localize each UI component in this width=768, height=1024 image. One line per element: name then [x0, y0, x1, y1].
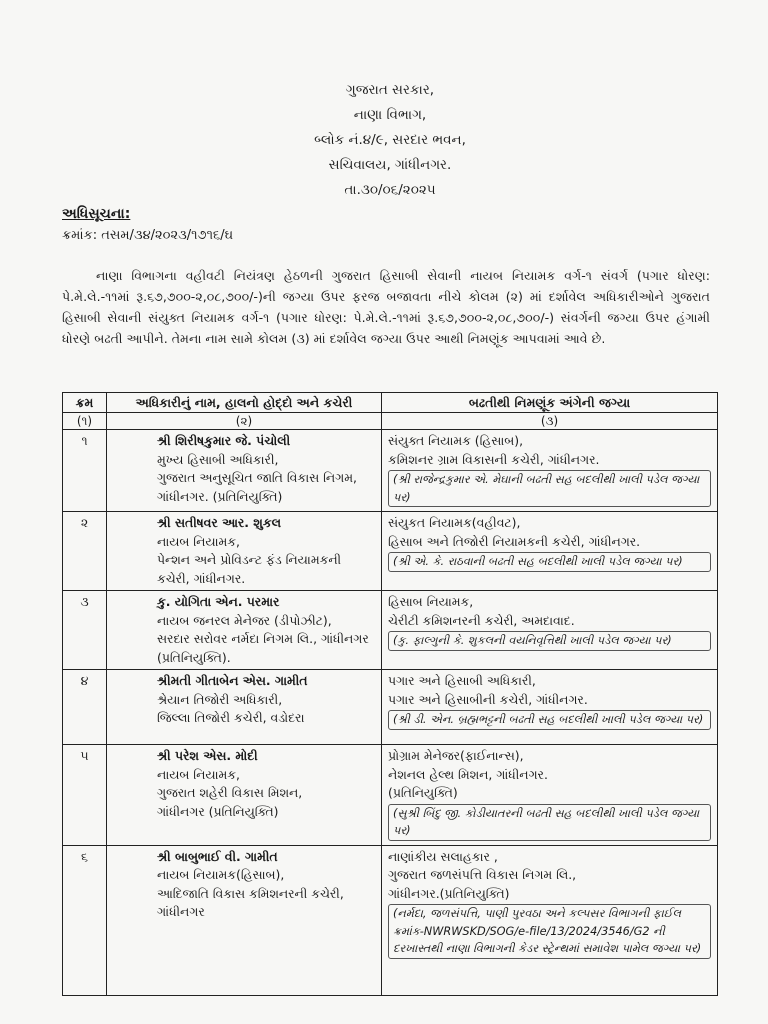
intro-paragraph: નાણા વિભાગના વહીવટી નિયંત્રણ હેઠળની ગુજરાત હિસાબી સેવાની નાયબ નિયામક વર્ગ-૧ સંવર્ગ (પગાર ધોરણ: પે.મે.લે.-૧૧માં રૂ.૬૭,૭૦૦-૨,૦૮,૭૦૦/-)ની જગ્યા ઉપર ફરજ બજાવતા નીચે કોલમ (૨) માં દર્શાવેલ અધિકારીઓને ગુજરાત હિસાબી સેવાની સંયુક્ત નિયામક વર્ગ-૧ (પગાર ધોરણ: પે.મે.લે.-૧૧માં રૂ.૬૭,૭૦૦-૨,૦૮,૭૦૦/-) સંવર્ગની જગ્યા ઉપર હંગામી ધોરણે બઢતી આપીને. તેમના નામ સામે કોલમ (૩) માં દર્શાવેલ જગ્યા ઉપર આથી નિમણૂંક આપવામાં આવે છે.	[62, 268, 710, 346]
officer-name: શ્રી બાબુભાઈ વી. ગામીત	[157, 848, 278, 864]
appointment-table	[62, 392, 718, 996]
office-address-header	[240, 78, 540, 203]
officer-name: કુ. યોગિતા એન. પરમાર	[157, 594, 280, 609]
table-row	[63, 512, 718, 591]
officer-office: જિલ્લા તિજોરી કચેરી, વડોદરા	[157, 710, 305, 725]
vacancy-note: (શ્રી રાજેન્દ્રકુમાર એ. મેઘાની બઢતી સહ બદલીથી ખાલી પડેલ જગ્યા પર)	[388, 470, 711, 507]
post-cell	[382, 591, 718, 670]
table-row	[63, 670, 718, 745]
vacancy-note: (કુ. ફાલ્ગુની કે. શુકલની વયનિવૃત્તિથી ખાલી પડેલ જગ્યા પર)	[388, 631, 711, 651]
block-address: બ્લોક નં.૪/૯, સરદાર ભવન,	[314, 132, 466, 148]
post-office: ચેરીટી કમિશનરની કચેરી, અમદાવાદ.	[388, 612, 575, 628]
table-row	[63, 845, 718, 995]
post-deputation: ગાંધીનગર.(પ્રતિનિયુક્તિ)	[388, 885, 510, 901]
post-deputation: (પ્રતિનિયુક્તિ)	[388, 785, 458, 800]
serial-number: ૨	[63, 512, 107, 591]
column-number-2: (૨)	[107, 413, 382, 430]
officer-designation: શ્રેયાન તિજોરી અધિકારી,	[157, 691, 283, 707]
officer-office: પેન્શન અને પ્રોવિડન્ટ ફંડ નિયામકની	[157, 552, 342, 567]
officer-office-location: ગાંધીનગર (પ્રતિનિયુક્તિ)	[157, 803, 279, 819]
post-title: સંયુકત નિયામક(વહીવટ),	[388, 515, 521, 530]
post-cell	[382, 430, 718, 512]
post-cell	[382, 512, 718, 591]
vacancy-note: (શ્રી એ. કે. રાઠવાની બઢતી સહ બદલીથી ખાલી પડેલ જગ્યા પર)	[388, 552, 711, 572]
column-number-3: (૩)	[382, 413, 718, 430]
officer-office: સરદાર સરોવર નર્મદા નિગમ લિ., ગાંધીનગર	[157, 631, 369, 646]
officer-cell	[107, 430, 382, 512]
table-row	[63, 430, 718, 512]
serial-number: ૩	[63, 591, 107, 670]
order-number: ક્રમાંક: તસમ/૩૪/૨૦૨૩/૧૭૧૬/ઘ	[62, 228, 234, 243]
officer-office-location: ગાંધીનગર. (પ્રતિનિયુક્તિ)	[157, 488, 283, 504]
officer-cell	[107, 512, 382, 591]
table-row	[63, 591, 718, 670]
officer-office: આદિજાતિ વિકાસ કમિશનરની કચેરી,	[157, 885, 344, 901]
post-title: સંયુક્ત નિયામક (હિસાબ),	[388, 433, 524, 448]
post-cell	[382, 745, 718, 846]
secretariat-location: સચિવાલય, ગાંધીનગર.	[328, 157, 452, 173]
post-office: હિસાબ અને તિજોરી નિયામકની કચેરી, ગાંધીનગર.	[388, 533, 641, 549]
post-cell	[382, 845, 718, 995]
officer-office: ગુજરાત શહેરી વિકાસ મિશન,	[157, 785, 303, 800]
column-number-1: (૧)	[63, 413, 107, 430]
officer-name: શ્રી સતીષવર આર. શુકલ	[157, 515, 281, 530]
post-cell	[382, 670, 718, 745]
post-office: કમિશનર ગ્રામ વિકાસની કચેરી, ગાંધીનગર.	[388, 451, 600, 467]
header-officer: અધિકારીનું નામ, હાલનો હોદ્દો અને કચેરી	[107, 393, 382, 413]
officer-cell	[107, 845, 382, 995]
officer-office-location: ગાંધીનગર	[157, 904, 205, 919]
post-title: નાણાંકીય સલાહકાર ,	[388, 848, 498, 864]
serial-number: ૧	[63, 430, 107, 512]
serial-number: ૪	[63, 670, 107, 745]
column-number-row	[63, 413, 718, 430]
officer-designation: નાયબ જનરલ મેનેજર (ડીપોઝીટ),	[157, 612, 332, 628]
officer-designation: નાયબ નિયામક(હિસાબ),	[157, 867, 285, 882]
notification-label: અધિસૂચના:	[62, 206, 131, 222]
officer-designation: નાયબ નિયામક,	[157, 533, 240, 549]
post-office: પગાર અને હિસાબીની કચેરી, ગાંધીનગર.	[388, 691, 588, 707]
post-office: ગુજરાત જળસંપત્તિ વિકાસ નિગમ લિ.,	[388, 867, 577, 882]
post-office: નેશનલ હેલ્થ મિશન, ગાંધીનગર.	[388, 766, 548, 782]
vacancy-note: (સુશ્રી બિંદુ જી. કોડીયાતરની બઢતી સહ બદલીથી ખાલી પડેલ જગ્યા પર)	[388, 804, 711, 841]
header-post: બઢતીથી નિમણૂંક અંગેની જગ્યા	[382, 393, 718, 413]
officer-office: ગુજરાત અનુસૂચિત જાતિ વિકાસ નિગમ,	[157, 470, 357, 485]
vacancy-note: (નર્મદા, જળસંપત્તિ, પાણી પુરવઠા અને કલ્પસર વિભાગની ફાઈલ ક્રમાંક-NWRWSKD/SOG/e-file/13/2024/3546/G2 ની દરખાસ્તથી નાણા વિભાગની કેડર સ્ટ્રેન્થમાં સમાવેશ પામેલ જગ્યા પર)	[388, 904, 711, 959]
officer-cell	[107, 591, 382, 670]
officer-name: શ્રીમતી ગીતાબેન એસ. ગામીત	[157, 673, 308, 688]
serial-number: ૫	[63, 745, 107, 846]
post-title: પગાર અને હિસાબી અધિકારી,	[388, 673, 536, 688]
document-date: તા.૩૦/૦૬/૨૦૨૫	[344, 182, 436, 198]
officer-cell	[107, 670, 382, 745]
officer-cell	[107, 745, 382, 846]
post-title: પ્રોગ્રામ મેનેજર(ફાઈનાન્સ),	[388, 748, 524, 763]
post-title: હિસાબ નિયામક,	[388, 594, 474, 609]
table-row	[63, 745, 718, 846]
officer-deputation: (પ્રતિનિયુક્તિ).	[157, 649, 231, 665]
officer-designation: નાયબ નિયામક,	[157, 766, 240, 782]
officer-office-location: કચેરી, ગાંધીનગર.	[157, 570, 246, 586]
government-name: ગુજરાત સરકાર,	[345, 82, 435, 98]
department-name: નાણા વિભાગ,	[353, 107, 427, 123]
officer-name: શ્રી પરેશ એસ. મોદી	[157, 748, 258, 763]
header-serial: ક્રમ	[63, 393, 107, 413]
officer-designation: મુખ્ય હિસાબી અધિકારી,	[157, 451, 279, 467]
vacancy-note: (શ્રી ડી. એન. બ્રહ્મભટ્ટની બઢતી સહ બદલીથી ખાલી પડેલ જગ્યા પર)	[388, 710, 711, 730]
serial-number: ૬	[63, 845, 107, 995]
table-header-row	[63, 393, 718, 413]
officer-name: શ્રી શિરીષકુમાર જે. પંચોલી	[157, 433, 291, 448]
